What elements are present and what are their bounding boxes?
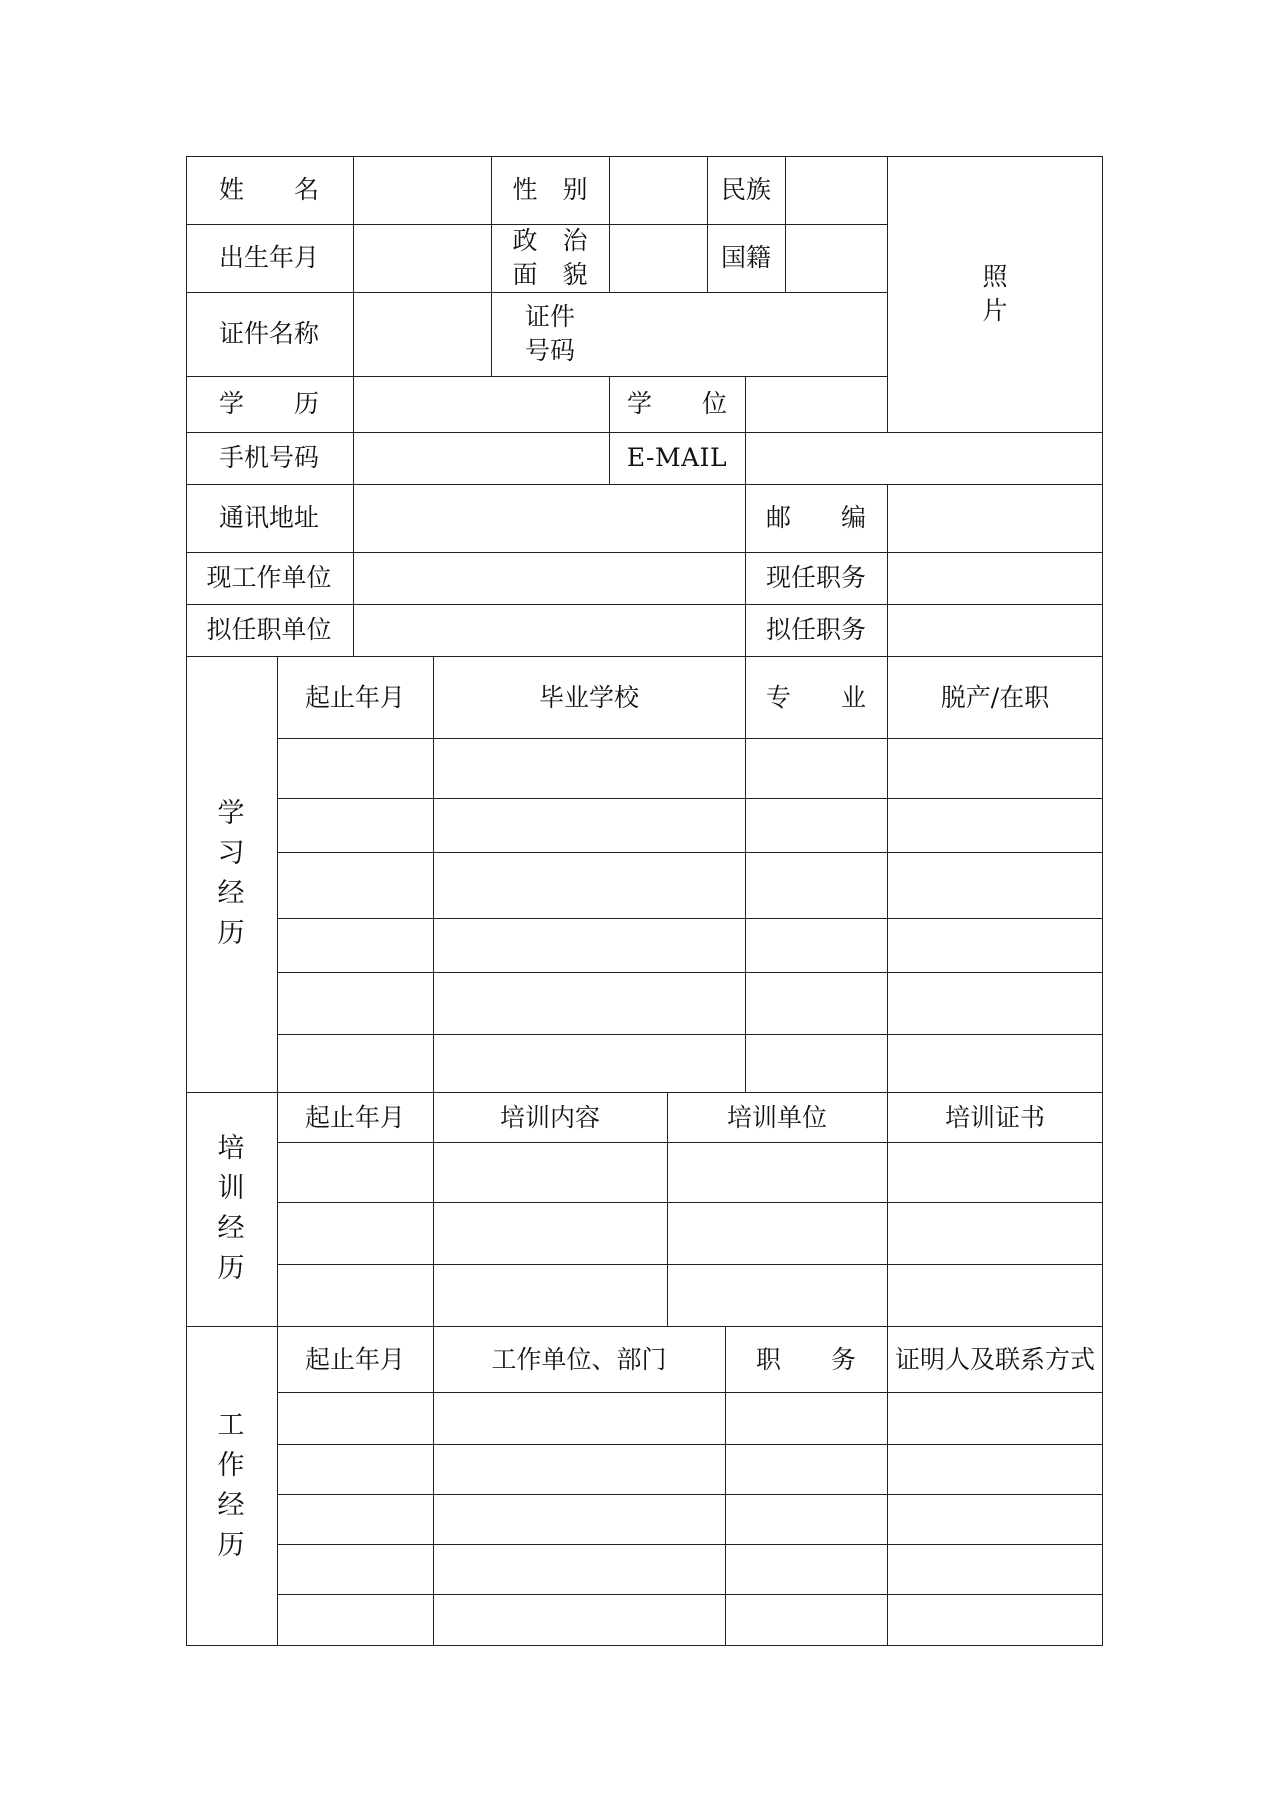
field-education[interactable]	[354, 377, 608, 431]
training-row-cell[interactable]	[889, 1204, 1102, 1264]
label-education: 学 历	[218, 389, 319, 418]
education-row-cell[interactable]	[747, 974, 887, 1034]
field-intended-employer[interactable]	[354, 605, 744, 655]
education-row-cell[interactable]	[747, 920, 887, 972]
training-row-cell[interactable]	[669, 1144, 887, 1202]
training-row-cell[interactable]	[435, 1266, 667, 1326]
training-row-cell[interactable]	[279, 1204, 433, 1264]
work-row-cell[interactable]	[889, 1446, 1102, 1494]
education-row-cell[interactable]	[435, 920, 745, 972]
label-current-employer: 现工作单位	[206, 563, 332, 592]
field-id-number[interactable]	[610, 293, 886, 375]
field-gender[interactable]	[610, 157, 706, 223]
work-row-cell[interactable]	[435, 1446, 725, 1494]
label-intended-employer: 拟任职单位	[206, 615, 332, 644]
label-address: 通讯地址	[218, 503, 319, 532]
grid-line-vertical	[1102, 156, 1103, 1646]
label-postcode: 邮 编	[765, 503, 866, 532]
field-birth[interactable]	[354, 225, 490, 291]
education-row-cell[interactable]	[889, 920, 1102, 972]
work-row-cell[interactable]	[279, 1596, 433, 1645]
field-mobile[interactable]	[354, 433, 608, 483]
work-row-cell[interactable]	[435, 1496, 725, 1544]
work-row-cell[interactable]	[435, 1394, 725, 1444]
education-row-cell[interactable]	[747, 854, 887, 918]
photo-box[interactable]: 照 片	[982, 262, 1008, 325]
work-header-employer: 工作单位、部门	[491, 1345, 667, 1374]
label-intended-post: 拟任职务	[765, 615, 866, 644]
label-id-number: 证件 号码	[524, 302, 575, 365]
label-ethnicity: 民族	[720, 175, 771, 204]
training-row-cell[interactable]	[435, 1144, 667, 1202]
training-row-cell[interactable]	[669, 1266, 887, 1326]
education-section-title: 学习经历	[217, 798, 245, 949]
work-row-cell[interactable]	[889, 1596, 1102, 1645]
label-political: 政 治 面 貌	[512, 226, 588, 289]
work-header-referee: 证明人及联系方式	[894, 1345, 1095, 1374]
work-row-cell[interactable]	[727, 1446, 887, 1494]
edu-header-period: 起止年月	[304, 683, 405, 712]
edu-header-school: 毕业学校	[538, 683, 639, 712]
education-row-cell[interactable]	[747, 740, 887, 798]
work-header-post: 职 务	[755, 1345, 856, 1374]
work-row-cell[interactable]	[889, 1496, 1102, 1544]
training-row-cell[interactable]	[889, 1144, 1102, 1202]
field-political[interactable]	[610, 225, 706, 291]
education-row-cell[interactable]	[279, 740, 433, 798]
field-nationality[interactable]	[786, 225, 886, 291]
field-address[interactable]	[354, 485, 744, 551]
training-header-period: 起止年月	[304, 1103, 405, 1132]
education-row-cell[interactable]	[279, 1036, 433, 1092]
field-postcode[interactable]	[888, 485, 1102, 551]
education-row-cell[interactable]	[747, 1036, 887, 1092]
label-mobile: 手机号码	[218, 443, 319, 472]
field-email[interactable]	[746, 433, 1102, 483]
label-name: 姓 名	[218, 175, 319, 204]
education-row-cell[interactable]	[435, 974, 745, 1034]
training-row-cell[interactable]	[279, 1266, 433, 1326]
education-row-cell[interactable]	[435, 854, 745, 918]
education-row-cell[interactable]	[889, 800, 1102, 852]
education-row-cell[interactable]	[435, 740, 745, 798]
education-row-cell[interactable]	[435, 1036, 745, 1092]
training-header-content: 培训内容	[499, 1103, 600, 1132]
label-email: E-MAIL	[626, 443, 728, 472]
training-row-cell[interactable]	[435, 1204, 667, 1264]
training-header-certificate: 培训证书	[944, 1103, 1045, 1132]
work-row-cell[interactable]	[279, 1496, 433, 1544]
work-row-cell[interactable]	[727, 1496, 887, 1544]
education-row-cell[interactable]	[279, 974, 433, 1034]
work-section-title: 工作经历	[217, 1410, 245, 1561]
education-row-cell[interactable]	[889, 854, 1102, 918]
label-current-post: 现任职务	[765, 563, 866, 592]
label-gender: 性 别	[512, 175, 588, 204]
education-row-cell[interactable]	[747, 800, 887, 852]
field-intended-post[interactable]	[888, 605, 1102, 655]
work-row-cell[interactable]	[435, 1596, 725, 1645]
field-ethnicity[interactable]	[786, 157, 886, 223]
work-row-cell[interactable]	[889, 1394, 1102, 1444]
education-row-cell[interactable]	[279, 920, 433, 972]
work-row-cell[interactable]	[435, 1546, 725, 1594]
field-current-employer[interactable]	[354, 553, 744, 603]
work-row-cell[interactable]	[279, 1446, 433, 1494]
education-row-cell[interactable]	[889, 974, 1102, 1034]
training-row-cell[interactable]	[669, 1204, 887, 1264]
education-row-cell[interactable]	[889, 1036, 1102, 1092]
work-row-cell[interactable]	[727, 1546, 887, 1594]
work-header-period: 起止年月	[304, 1345, 405, 1374]
field-name[interactable]	[354, 157, 490, 223]
label-id-type: 证件名称	[218, 319, 319, 348]
grid-line-horizontal	[186, 1645, 1103, 1646]
work-row-cell[interactable]	[727, 1394, 887, 1444]
field-id-type[interactable]	[354, 293, 490, 375]
work-row-cell[interactable]	[889, 1546, 1102, 1594]
field-current-post[interactable]	[888, 553, 1102, 603]
education-row-cell[interactable]	[279, 800, 433, 852]
education-row-cell[interactable]	[889, 740, 1102, 798]
training-section-title: 培训经历	[217, 1133, 245, 1284]
label-degree: 学 位	[626, 389, 727, 418]
label-birth: 出生年月	[218, 243, 319, 272]
education-row-cell[interactable]	[279, 854, 433, 918]
training-header-provider: 培训单位	[726, 1103, 827, 1132]
work-row-cell[interactable]	[727, 1596, 887, 1645]
training-row-cell[interactable]	[889, 1266, 1102, 1326]
training-row-cell[interactable]	[279, 1144, 433, 1202]
edu-header-major: 专 业	[765, 683, 866, 712]
education-row-cell[interactable]	[435, 800, 745, 852]
label-nationality: 国籍	[720, 243, 771, 272]
edu-header-mode: 脱产/在职	[940, 683, 1050, 712]
field-degree[interactable]	[746, 377, 886, 431]
work-row-cell[interactable]	[279, 1546, 433, 1594]
work-row-cell[interactable]	[279, 1394, 433, 1444]
